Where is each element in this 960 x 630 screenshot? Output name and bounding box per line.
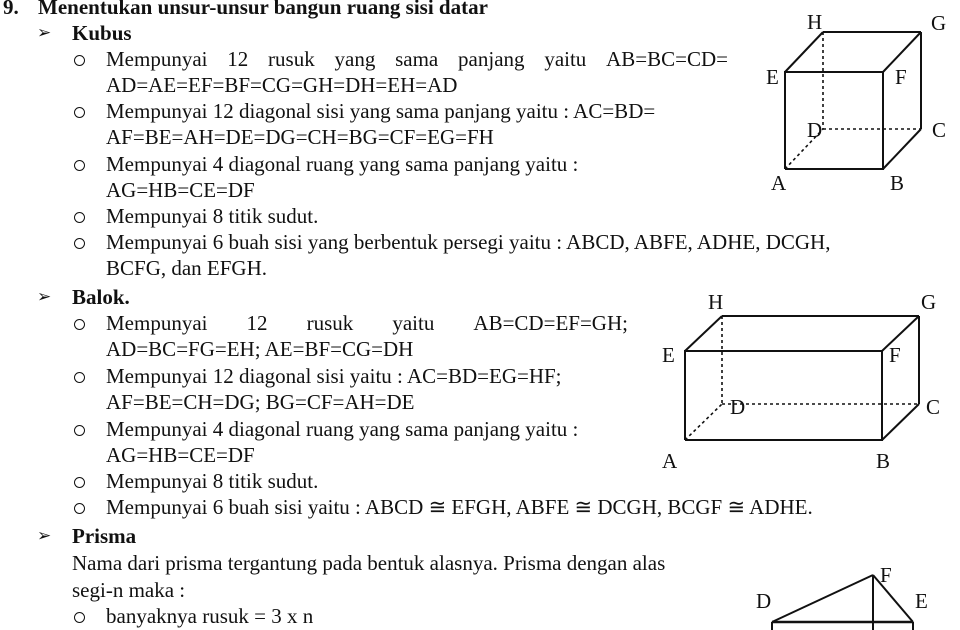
balok-item-1-line2: AD=BC=FG=EH; AE=BF=CG=DH: [106, 337, 414, 361]
vertex-label: E: [766, 65, 779, 89]
section-title-balok: Balok.: [72, 285, 130, 309]
kubus-item-2-line1: Mempunyai 12 diagonal sisi yang sama panjang yaitu : AC=BD=: [106, 99, 656, 123]
vertex-label: A: [771, 171, 787, 195]
vertex-label: B: [876, 449, 891, 473]
word: rusuk: [268, 47, 315, 71]
vertex-label: C: [932, 118, 947, 142]
vertex-label: A: [662, 449, 678, 473]
page-heading: Menentukan unsur-unsur bangun ruang sisi datar: [38, 0, 488, 19]
vertex-label: E: [662, 343, 675, 367]
kubus-item-2-line2: AF=BE=AH=DE=DG=CH=BG=CF=EG=FH: [106, 125, 494, 149]
vertex-label: H: [708, 290, 724, 314]
kubus-item-4-line1: Mempunyai 8 titik sudut.: [106, 204, 319, 228]
arrow-bullet-icon: ➢: [37, 287, 52, 306]
balok-item-2-line1: Mempunyai 12 diagonal sisi yaitu : AC=BD=EG=HF;: [106, 364, 562, 388]
word: yaitu: [544, 47, 587, 71]
kubus-item-1-line2: AD=AE=EF=BF=CG=GH=DH=EH=AD: [106, 73, 458, 97]
balok-item-2-line2: AF=BE=CH=DG; BG=CF=AH=DE: [106, 390, 415, 414]
question-number: 9.: [3, 0, 19, 19]
word: Mempunyai: [106, 311, 208, 335]
word: AB=BC=CD=: [606, 47, 728, 71]
word: Mempunyai: [106, 47, 208, 71]
cube-figure: [785, 32, 921, 169]
prisma-paragraph-line1: Nama dari prisma tergantung pada bentuk alasnya. Prisma dengan alas: [72, 551, 666, 575]
vertex-label: C: [926, 395, 941, 419]
cuboid-figure: [685, 316, 919, 440]
cuboid-labels: [662, 290, 940, 473]
vertex-label: G: [921, 290, 937, 314]
vertex-label: D: [807, 118, 823, 142]
vertex-label: E: [915, 589, 928, 613]
vertex-label: H: [807, 10, 823, 34]
word: yaitu: [392, 311, 435, 335]
vertex-label: F: [889, 343, 901, 367]
vertex-label: B: [890, 171, 905, 195]
arrow-bullet-icon: ➢: [37, 526, 52, 545]
word: sama: [395, 47, 439, 71]
section-title-prisma: Prisma: [72, 524, 137, 548]
word: panjang: [458, 47, 525, 71]
vertex-label: D: [756, 589, 772, 613]
vertex-label: F: [895, 65, 907, 89]
word: rusuk: [306, 311, 354, 335]
section-title-kubus: Kubus: [72, 21, 132, 45]
balok-item-5-line1: Mempunyai 6 buah sisi yaitu : ABCD ≅ EFGH, ABFE ≅ DCGH, BCGF ≅ ADHE.: [106, 495, 813, 519]
vertex-label: G: [931, 11, 947, 35]
vertex-label: D: [730, 395, 746, 419]
word: 12: [246, 311, 268, 335]
balok-item-4-line1: Mempunyai 8 titik sudut.: [106, 469, 319, 493]
balok-item-3-line2: AG=HB=CE=DF: [106, 443, 255, 467]
kubus-item-5-line2: BCFG, dan EFGH.: [106, 256, 268, 280]
vertex-label: F: [880, 563, 892, 587]
prism-labels: [756, 563, 928, 613]
prisma-paragraph-line2: segi-n maka :: [72, 578, 186, 602]
balok-item-3-line1: Mempunyai 4 diagonal ruang yang sama panjang yaitu :: [106, 417, 579, 441]
word: 12: [227, 47, 249, 71]
prism-figure: [772, 575, 913, 630]
kubus-item-3-line1: Mempunyai 4 diagonal ruang yang sama panjang yaitu :: [106, 152, 579, 176]
word: yang: [334, 47, 376, 71]
arrow-bullet-icon: ➢: [37, 23, 52, 42]
prisma-item-1-line1: banyaknya rusuk = 3 x n: [106, 604, 314, 628]
cube-labels: [766, 10, 946, 195]
kubus-item-3-line2: AG=HB=CE=DF: [106, 178, 255, 202]
kubus-item-5-line1: Mempunyai 6 buah sisi yang berbentuk persegi yaitu : ABCD, ABFE, ADHE, DCGH,: [106, 230, 831, 254]
word: AB=CD=EF=GH;: [473, 311, 628, 335]
